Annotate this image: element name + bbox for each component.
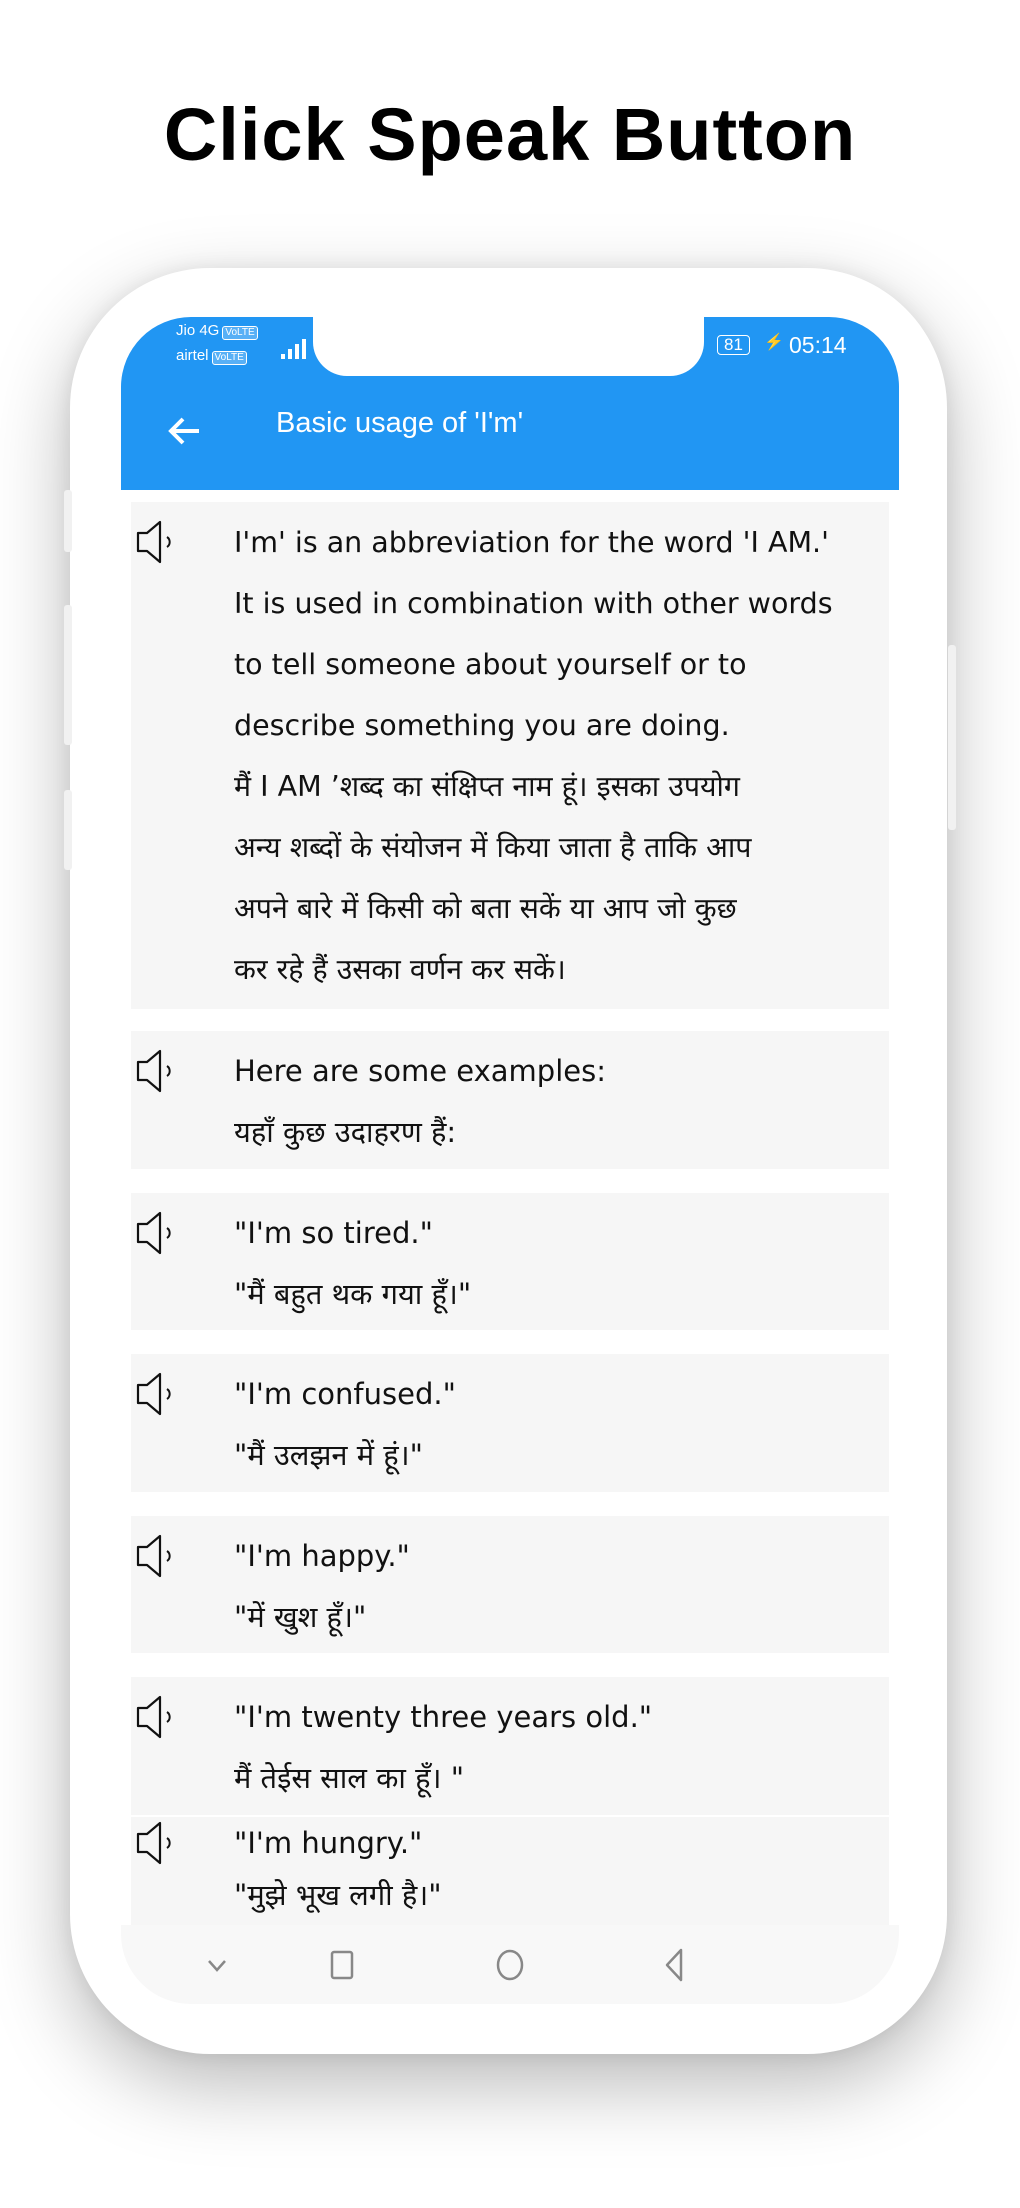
- home-circle-icon[interactable]: [490, 1945, 530, 1985]
- speaker-icon[interactable]: [135, 1211, 183, 1255]
- speaker-icon[interactable]: [135, 1372, 183, 1416]
- sentence-line: यहाँ कुछ उदाहरण हैं:: [234, 1115, 457, 1149]
- sentence-text: [234, 1687, 883, 1809]
- phone-side-button: [64, 605, 72, 745]
- phone-side-button: [64, 490, 72, 552]
- phone-side-button: [64, 790, 72, 870]
- sentence-card: [131, 1516, 889, 1653]
- sentence-line: अन्य शब्दों के संयोजन में किया जाता है ताकि आप: [234, 831, 752, 864]
- app-bar: [121, 317, 899, 490]
- page-title: Basic usage of 'I'm': [276, 407, 524, 439]
- system-nav-bar: [121, 1925, 899, 2004]
- phone-side-button: [948, 645, 956, 830]
- back-triangle-icon[interactable]: [655, 1945, 695, 1985]
- sentence-line: "मुझे भूख लगी है।": [234, 1878, 442, 1912]
- sentence-text: [234, 1364, 883, 1486]
- sentence-line: Here are some examples:: [234, 1054, 606, 1088]
- sentence-line: "I'm twenty three years old.": [234, 1700, 653, 1734]
- sentence-line: "I'm confused.": [234, 1377, 456, 1411]
- carrier-2-label: airtel: [176, 347, 209, 364]
- sentence-text: [234, 1526, 883, 1648]
- speaker-icon[interactable]: [135, 1821, 183, 1865]
- sentence-text: [234, 1203, 883, 1325]
- battery-level: 81: [717, 335, 750, 355]
- chevron-down-icon[interactable]: [197, 1945, 237, 1985]
- phone-screen: [121, 317, 899, 2004]
- sentence-card: [131, 1817, 889, 1925]
- sentence-line: describe something you are doing.: [234, 709, 730, 742]
- sentence-line: "I'm so tired.": [234, 1216, 433, 1250]
- sentence-line: कर रहे हैं उसका वर्णन कर सकें।: [234, 953, 566, 986]
- headline: Click Speak Button: [163, 93, 857, 176]
- sentence-line: "मैं उलझन में हूं।": [234, 1438, 423, 1472]
- volte-badge: VoLTE: [212, 351, 247, 365]
- speaker-icon[interactable]: [135, 1049, 183, 1093]
- sentence-line: मैं I AM ’शब्द का संक्षिप्त नाम हूं। इसका उपयोग: [234, 770, 740, 803]
- sentence-line: "I'm hungry.": [234, 1826, 423, 1860]
- camera-notch: [313, 317, 704, 376]
- sentence-line: I'm' is an abbreviation for the word 'I AM.': [234, 526, 829, 559]
- charging-icon: ⚡: [764, 334, 784, 351]
- sentence-card: [131, 1031, 889, 1169]
- sentence-line: "I'm happy.": [234, 1539, 410, 1573]
- carrier-1-label: Jio 4G: [176, 322, 220, 339]
- carrier-1: [176, 322, 258, 340]
- sentence-card: [131, 1354, 889, 1492]
- signal-icon: [281, 339, 309, 359]
- status-time: 05:14: [789, 332, 847, 358]
- back-arrow-icon[interactable]: [163, 409, 207, 453]
- carrier-2: [176, 347, 247, 365]
- sentence-line: "में खुश हूँ।": [234, 1600, 367, 1634]
- volte-badge: VoLTE: [222, 326, 257, 340]
- sentence-line: It is used in combination with other words: [234, 587, 833, 620]
- sentence-card: [131, 1193, 889, 1330]
- sentence-line: मैं तेईस साल का हूँ। ": [234, 1761, 465, 1795]
- sentence-text: [234, 1041, 883, 1163]
- speaker-icon[interactable]: [135, 520, 183, 564]
- sentence-text: [234, 1817, 883, 1921]
- recents-square-icon[interactable]: [322, 1945, 362, 1985]
- sentence-card: [131, 502, 889, 1009]
- sentence-card: [131, 1677, 889, 1815]
- sentence-line: to tell someone about yourself or to: [234, 648, 747, 681]
- sentence-line: अपने बारे में किसी को बता सकें या आप जो कुछ: [234, 892, 737, 925]
- speaker-icon[interactable]: [135, 1534, 183, 1578]
- sentence-text: [234, 512, 883, 1000]
- sentence-line: "मैं बहुत थक गया हूँ।": [234, 1277, 472, 1311]
- speaker-icon[interactable]: [135, 1695, 183, 1739]
